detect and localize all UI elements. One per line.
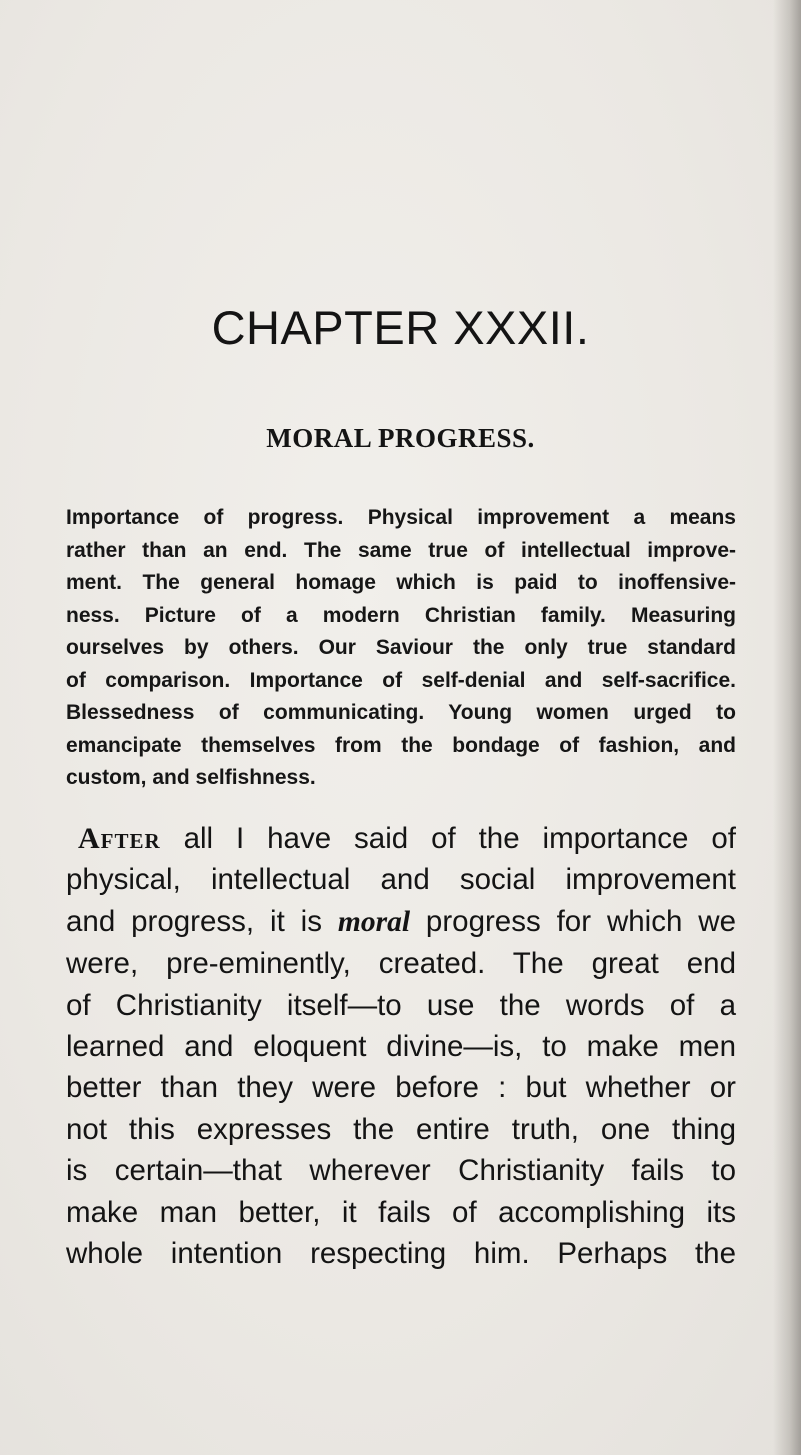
summary-line: of comparison. Importance of self-denial and self-sacrifice. xyxy=(66,668,736,692)
body-line-text: all I have said of the importance of xyxy=(160,822,736,855)
body-paragraph xyxy=(66,818,736,1274)
opening-word: After xyxy=(78,822,161,855)
summary-line: ment. The general homage which is paid to inoffensive- xyxy=(66,571,736,594)
summary-line: Importance of progress. Physical improvement a means xyxy=(66,506,736,529)
emphasized-word: moral xyxy=(337,905,411,938)
body-line: physical, intellectual and social improvement xyxy=(66,863,736,897)
body-line: whole intention respecting him. Perhaps the xyxy=(66,1237,736,1271)
summary-line: emancipate themselves from the bondage of fashion, and xyxy=(66,733,736,757)
body-line: of Christianity itself—to use the words of a xyxy=(66,988,736,1022)
summary-line: custom, and selfishness. xyxy=(66,766,316,789)
chapter-summary xyxy=(66,502,736,795)
body-line: make man better, it fails of accomplishing its xyxy=(66,1195,736,1229)
body-line-text: progress for which we xyxy=(410,904,736,938)
body-line-text: and progress, it is xyxy=(66,904,338,938)
body-line: better than they were before : but whether or xyxy=(66,1071,736,1105)
body-line: were, pre-eminently, created. The great end xyxy=(66,947,736,981)
body-line xyxy=(66,818,736,859)
summary-line: rather than an end. The same true of intellectual improve- xyxy=(66,538,736,562)
body-line xyxy=(66,901,736,943)
section-title: MORAL PROGRESS. xyxy=(266,423,535,453)
page-edge-shadow xyxy=(773,0,801,1455)
summary-line: ourselves by others. Our Saviour the only true standard xyxy=(66,636,736,659)
chapter-title: CHAPTER XXXII. xyxy=(211,301,590,354)
body-line: not this expresses the entire truth, one thing xyxy=(66,1112,736,1146)
summary-line: ness. Picture of a modern Christian family. Measuring xyxy=(66,603,736,627)
body-line: learned and eloquent divine—is, to make men xyxy=(66,1030,736,1064)
summary-line: Blessedness of communicating. Young women urged to xyxy=(66,701,736,724)
body-line: is certain—that wherever Christianity fails to xyxy=(66,1154,736,1188)
